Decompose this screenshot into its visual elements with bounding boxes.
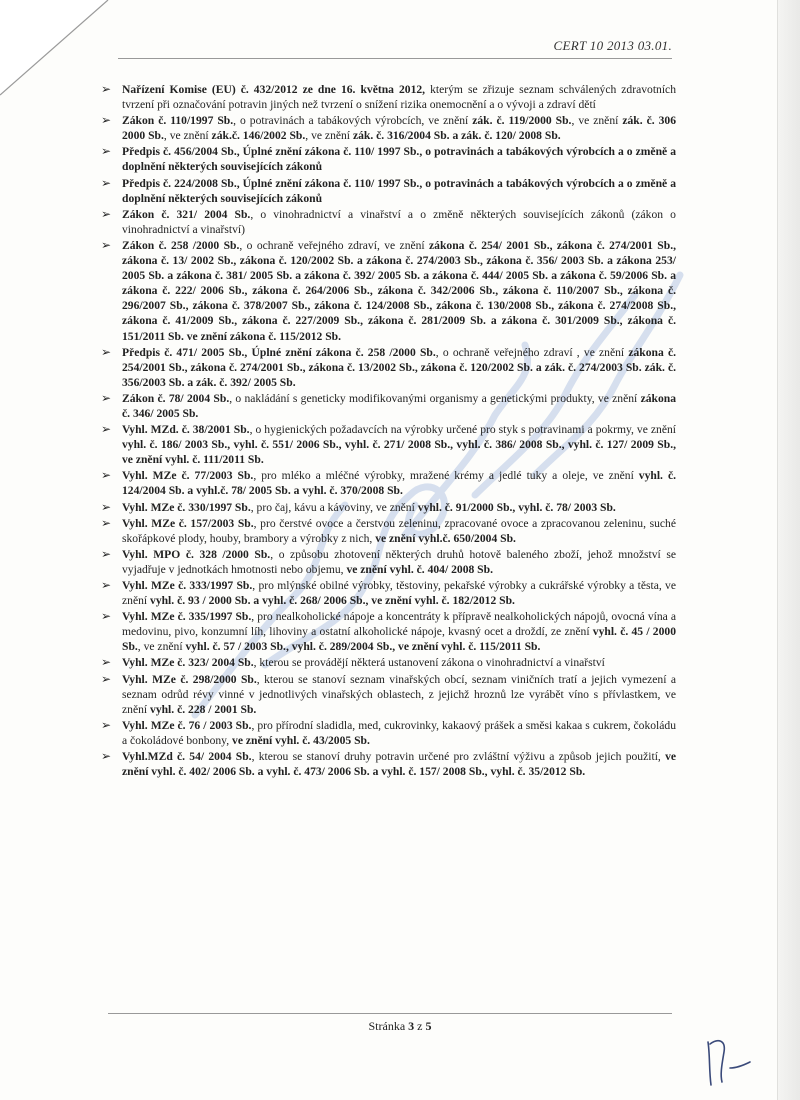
regulation-description: , o ochraně veřejného zdraví, ve znění [239,238,430,252]
regulation-description: , ve znění [163,129,212,143]
footer-rule [108,1013,672,1014]
regulation-reference: Vyhl. MZe č. 298/2000 Sb. [122,672,257,686]
arrow-bullet-icon: ➢ [101,717,112,732]
list-item [98,468,676,498]
regulation-reference: Vyhl. MZe č. 157/2003 Sb. [122,516,254,530]
regulation-description: , ve znění [571,114,623,128]
arrow-bullet-icon: ➢ [101,499,112,514]
arrow-bullet-icon: ➢ [101,237,112,252]
regulation-description: , o způsobu zhotovení některých druhů hotově baleného zboží, jehož množství se vyjadřuje v jednotkách hmotnosti nebo objemu, [122,547,676,576]
regulation-reference: vyhl. č. 57 / 2003 Sb., vyhl. č. 289/2004 Sb., ve znění vyhl. č. 115/2011 Sb. [185,640,541,654]
header-rule [118,58,672,59]
list-item [98,391,676,421]
list-item [98,500,676,515]
arrow-bullet-icon: ➢ [101,749,112,764]
list-item [98,609,676,654]
regulation-reference: Nařízení Komise (EU) č. 432/2012 ze dne 16. května 2012, [122,83,426,96]
regulation-reference: Předpis č. 224/2008 Sb., Úplné znění zákona č. 110/ 1997 Sb., o potravinách a tabákových výrobcích a o změně a doplnění některých souvisejících zákonů [122,176,676,205]
regulation-reference: zák. č. 119/2000 Sb. [472,114,572,128]
arrow-bullet-icon: ➢ [101,578,112,592]
list-item [98,672,676,717]
list-item [98,655,676,670]
regulation-reference: ve znění vyhl. č. 43/2005 Sb. [232,733,370,747]
page-number [0,1019,800,1034]
regulation-reference: Vyhl. MZe č. 77/2003 Sb. [122,469,254,483]
regulation-reference: Vyhl. MZe č. 335/1997 Sb. [122,610,252,624]
regulation-description: , o ochraně veřejného zdraví , ve znění [435,345,629,359]
regulation-reference: vyhl. č. 186/ 2003 Sb., vyhl. č. 551/ 2006 Sb., vyhl. č. 271/ 2008 Sb., vyhl. č. 386/ 2008 Sb., vyhl. č. 127/ 2009 Sb., ve znění vyhl. č. 111/2011 Sb. [122,438,676,467]
list-item [98,718,676,748]
arrow-bullet-icon: ➢ [101,546,112,561]
regulation-reference: vyhl. č. 45 / 2000 Sb. [122,625,676,654]
regulation-reference: Vyhl. MPO č. 328 /2000 Sb. [122,547,271,561]
regulation-reference: zák. č. 316/2004 Sb. a zák. č. 120/ 2008 Sb. [352,129,561,143]
regulation-description: , kterou se provádějí některá ustanovení zákona o vinohradnictví a vinařství [253,656,605,670]
regulation-reference: Zákon č. 258 /2000 Sb. [122,238,240,252]
arrow-bullet-icon: ➢ [101,390,112,405]
list-item [98,422,676,467]
regulation-reference: Vyhl. MZe č. 333/1997 Sb. [122,579,253,592]
regulation-reference: Předpis č. 471/ 2005 Sb., Úplné znění zákona č. 258 /2000 Sb. [122,345,436,359]
regulation-description: , pro nealkoholické nápoje a koncentráty k přípravě nealkoholických nápojů, ovocná vína a medovinu, pivo, konzumní líh, lihoviny a ostatní alkoholické nápoje, kvasný ocet a droždí, ze znění [122,610,676,639]
arrow-bullet-icon: ➢ [101,609,112,624]
regulation-description: , o potravinách a tabákových výrobcích, ve znění [233,114,473,128]
regulation-reference: Zákon č. 78/ 2004 Sb. [122,391,230,405]
page-total: 5 [425,1019,432,1033]
regulation-reference: ve znění vyhl. č. 404/ 2008 Sb. [346,562,493,576]
regulation-description: , pro přírodní sladidla, med, cukrovinky, kakaový prášek a směsi kakaa s cukrem, čokoládu a čokoládové bonbony, [122,718,676,747]
list-item [98,144,676,174]
arrow-bullet-icon: ➢ [101,206,112,221]
regulation-description: , pro čerstvé ovoce a čerstvou zeleninu, zpracované ovoce a zpracovanou zeleninu, suché skořápkové plody, houby, brambory a výrobky z nich, [122,516,676,545]
arrow-bullet-icon: ➢ [101,655,112,670]
regulation-reference: ve znění vyhl.č. 650/2004 Sb. [375,531,516,545]
page-current: 3 [408,1019,415,1033]
regulation-description: , pro mléko a mléčné výrobky, mražené krémy a jedlé tuky a oleje, ve znění [253,469,639,483]
page-prefix: Stránka [368,1019,406,1033]
regulation-description: , kterou se stanoví seznam vinařských obcí, seznam viničních tratí a jejich vymezení a seznam odrůd révy vinné v jednotlivých vinařských oblastech, z jejichž hroznů lze vyrábět víno s přívlastkem, ve znění [122,672,676,716]
arrow-bullet-icon: ➢ [101,344,112,359]
arrow-bullet-icon: ➢ [101,468,112,483]
regulation-reference: Vyhl. MZd. č. 38/2001 Sb. [122,423,250,437]
page-separator: z [417,1019,423,1033]
regulation-reference: vyhl. č. 93 / 2000 Sb. a vyhl. č. 268/ 2006 Sb., ve znění vyhl. č. 182/2012 Sb. [150,594,515,608]
regulation-reference: Zákon č. 321/ 2004 Sb. [122,207,251,221]
regulation-reference: zák. č. 306 2000 Sb. [122,114,676,143]
page-edge [777,0,800,1100]
regulation-reference: Vyhl. MZe č. 323/ 2004 Sb. [122,656,254,670]
list-item [98,176,676,206]
regulation-reference: zák.č. 146/2002 Sb. [211,129,306,143]
list-item [98,345,676,390]
regulation-description: , kterou se stanoví druhy potravin určené pro zvláštní výživu a způsob jejich použití, [251,750,666,764]
regulation-reference: Vyhl. MZe č. 330/1997 Sb. [122,500,251,514]
arrow-bullet-icon: ➢ [101,175,112,190]
list-item [98,113,676,143]
regulation-description: , o hygienických požadavcích na výrobky určené pro styk s potravinami a pokrmy, ve znění [249,423,676,437]
list-item [98,547,676,577]
regulation-description: , pro mlýnské obilné výrobky, těstoviny, pekařské výrobky a cukrářské výrobky a těsta, ve znění [122,579,676,608]
regulation-reference: zákona č. 254/2001 Sb., zákona č. 274/2001 Sb., zákona č. 13/2002 Sb., zákona č. 120/2002 Sb. a zák. č. 274/2003 Sb. zák. č. 356/2003 Sb. a zák. č. 392/ 2005 Sb. [122,345,676,389]
arrow-bullet-icon: ➢ [101,113,112,128]
list-item [98,578,676,608]
regulation-reference: vyhl. č. 228 / 2001 Sb. [150,702,257,716]
regulation-reference: vyhl. č. 124/2004 Sb. a vyhl.č. 78/ 2005 Sb. a vyhl. č. 370/2008 Sb. [122,469,676,498]
document-code: CERT 10 2013 03.01. [553,38,672,53]
signature-mark [700,1030,755,1090]
regulation-description: , ve znění [137,640,186,654]
folded-corner [0,0,110,110]
regulation-reference: vyhl. č. 91/2000 Sb., vyhl. č. 78/ 2003 Sb. [417,500,616,514]
regulation-reference: Vyhl.MZd č. 54/ 2004 Sb. [122,750,252,764]
list-item [98,749,676,779]
regulations-list [98,82,676,780]
regulation-reference: Předpis č. 456/2004 Sb., Úplné znění zákona č. 110/ 1997 Sb., o potravinách a tabákových výrobcích a o změně a doplnění některých souvisejících zákonů [122,145,676,174]
list-item [98,238,676,344]
arrow-bullet-icon: ➢ [101,671,112,686]
regulation-reference: Vyhl. MZe č. 76 / 2003 Sb. [122,718,252,732]
regulation-reference: ve znění vyhl. č. 402/ 2006 Sb. a vyhl. č. 473/ 2006 Sb. a vyhl. č. 157/ 2008 Sb., vyhl. č. 35/2012 Sb. [122,750,677,779]
arrow-bullet-icon: ➢ [101,422,112,437]
list-item [98,82,676,112]
arrow-bullet-icon: ➢ [101,144,112,159]
regulation-reference: zákona č. 346/ 2005 Sb. [122,391,676,420]
regulation-description: , o vinohradnictví a vinařství a o změně některých souvisejících zákonů (zákon o vinohradnictví a vinařství) [122,207,676,236]
arrow-bullet-icon: ➢ [101,82,112,96]
regulation-description: kterým se zřizuje seznam schválených zdravotních tvrzení při označování potravin jiných než tvrzení o snížení rizika onemocnění a o vývoji a zdraví dětí [122,83,676,112]
regulation-reference: Zákon č. 110/1997 Sb. [122,114,234,128]
arrow-bullet-icon: ➢ [101,515,112,530]
list-item [98,516,676,546]
regulation-description: , ve znění [305,129,353,143]
regulation-description: , pro čaj, kávu a kávoviny, ve znění [250,500,418,514]
list-item [98,207,676,237]
regulation-description: , o nakládání s geneticky modifikovanými organismy a genetickými produkty, ve znění [229,391,641,405]
regulation-reference: zákona č. 254/ 2001 Sb., zákona č. 274/2001 Sb., zákona č. 13/ 2002 Sb., zákona č. 120/2002 Sb. a zákona č. 274/2003 Sb., zákona č. 356/ 2003 Sb. a zákona 253/ 2005 Sb. a zákona č. 381/ 2005 Sb. a zákona č. 392/ 2005 Sb. a zákona č. 444/ 2005 Sb. a zákona č. 59/2006 Sb. a zákona č. 222/ 2006 Sb., zákona č. 264/2006 Sb., zákona č. 342/2006 Sb., zákona č. 110/2007 Sb., zákona č. 296/2007 Sb., zákona č. 378/2007 Sb., zákona č. 124/2008 Sb., zákona č. 130/2008 Sb., zákona č. 274/2008 Sb., zákona č. 41/2009 Sb., zákona č. 227/2009 Sb., zákona č. 281/2009 Sb. a zákona č. 301/2009 Sb., zákona č. 151/2011 Sb. ve znění zákona č. 115/2012 Sb. [122,238,676,343]
